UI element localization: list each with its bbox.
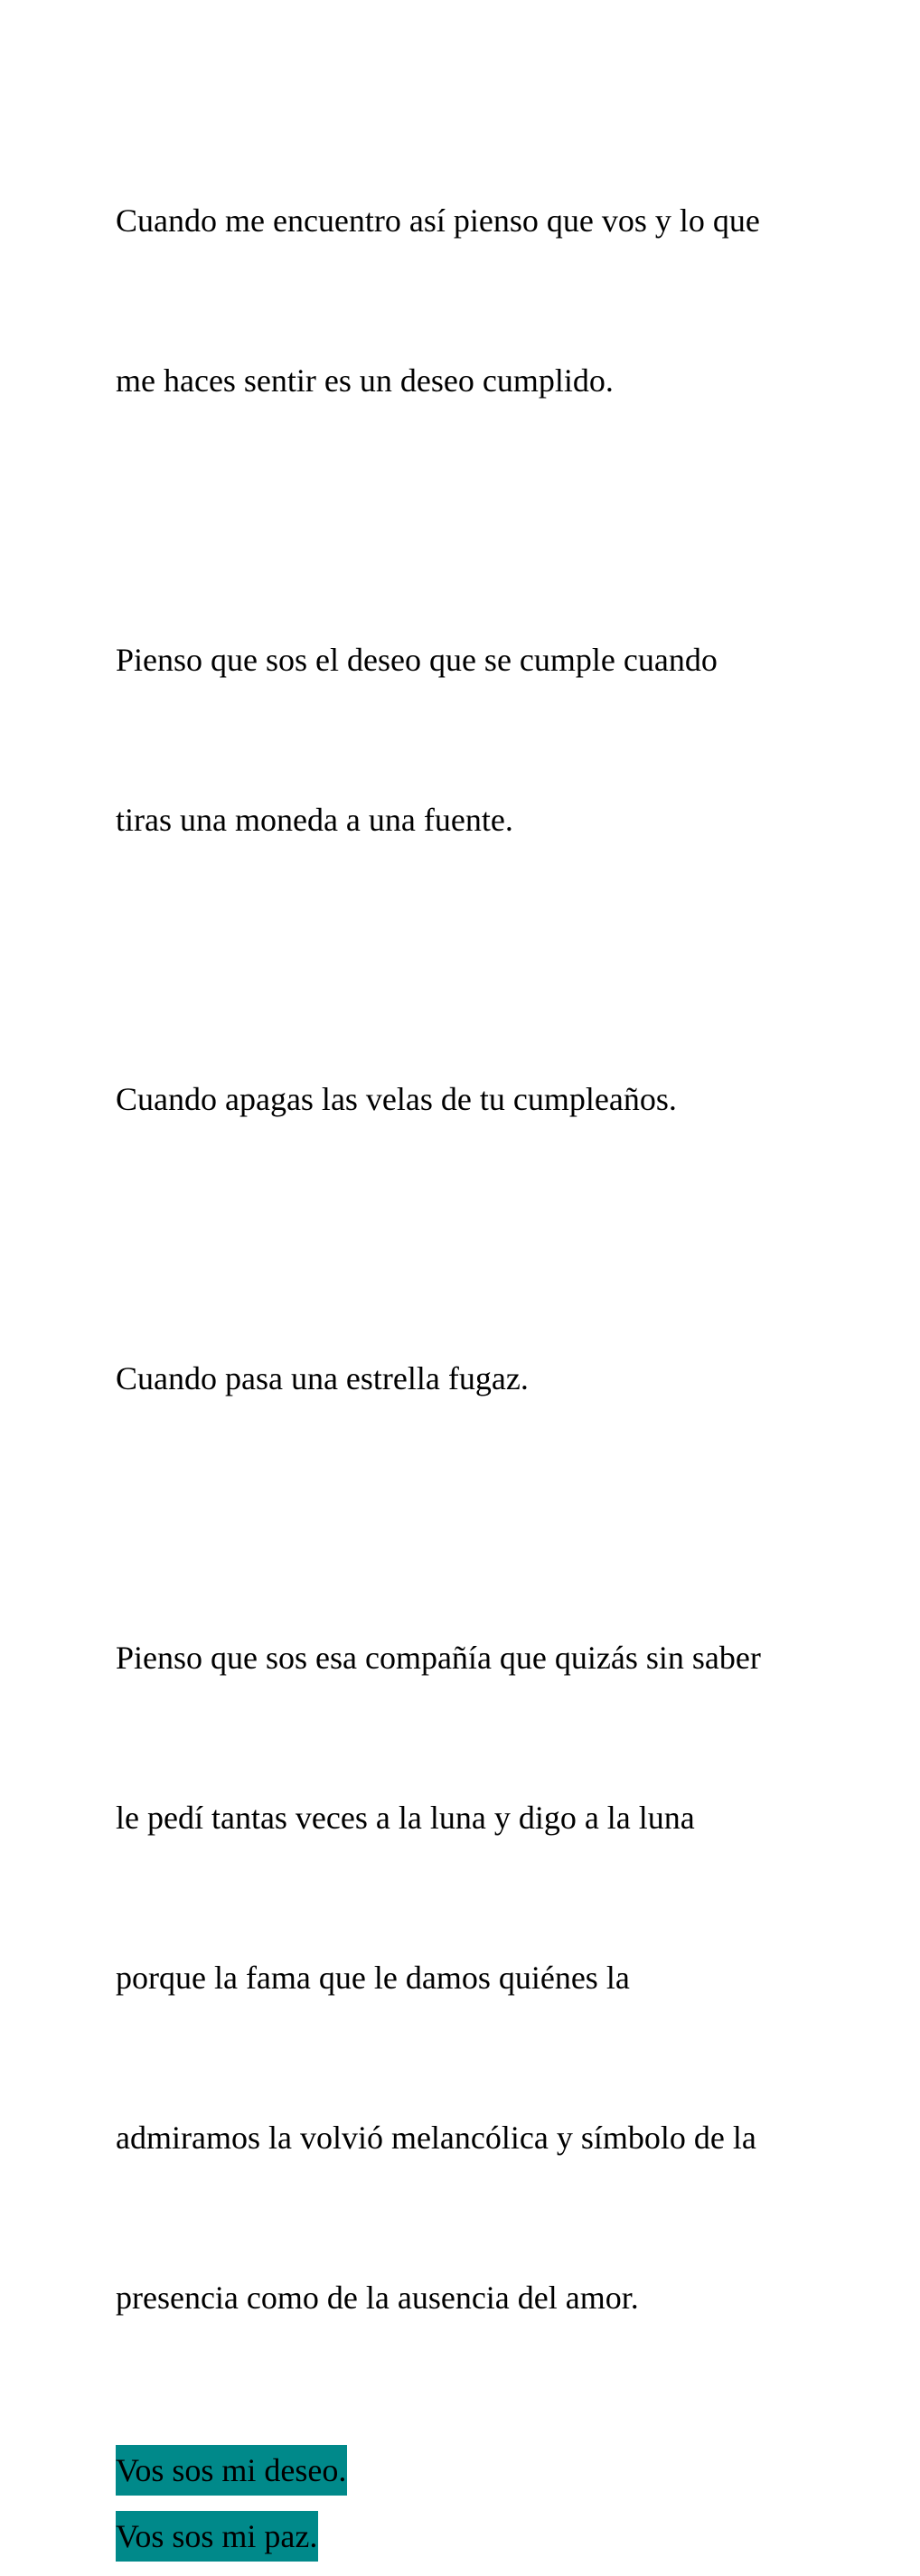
text-line: porque la fama que le damos quiénes la [116, 1960, 630, 1996]
paragraph-4 [116, 1246, 803, 1512]
text-line: Pienso que sos esa compañía que quizás sin saber [116, 1640, 761, 1676]
text-line: presencia como de la ausencia del amor. [116, 2280, 639, 2316]
text-line: le pedí tantas veces a la luna y digo a la luna [116, 1800, 695, 1836]
paragraph-1 [116, 88, 803, 514]
text-line: Cuando apagas las velas de tu cumpleaños. [116, 1081, 677, 1117]
text-line: admiramos la volvió melancólica y símbolo de la [116, 2120, 756, 2156]
highlighted-text[interactable]: Vos sos mi deseo. [116, 2445, 347, 2496]
highlighted-text[interactable]: Vos sos mi paz. [116, 2511, 318, 2562]
text-line: Pienso que sos el deseo que se cumple cuando [116, 642, 718, 678]
document-body [116, 88, 803, 2576]
text-line: Cuando pasa una estrella fugaz. [116, 1360, 529, 1396]
highlighted-paragraph-2 [116, 2510, 803, 2563]
text-line: me haces sentir es un deseo cumplido. [116, 362, 614, 399]
text-line: tiras una moneda a una fuente. [116, 802, 513, 838]
text-line: Cuando me encuentro así pienso que vos y lo que [116, 202, 760, 239]
paragraph-5 [116, 1525, 803, 2431]
paragraph-3 [116, 966, 803, 1233]
highlighted-paragraph-1 [116, 2444, 803, 2497]
paragraph-2 [116, 527, 803, 954]
